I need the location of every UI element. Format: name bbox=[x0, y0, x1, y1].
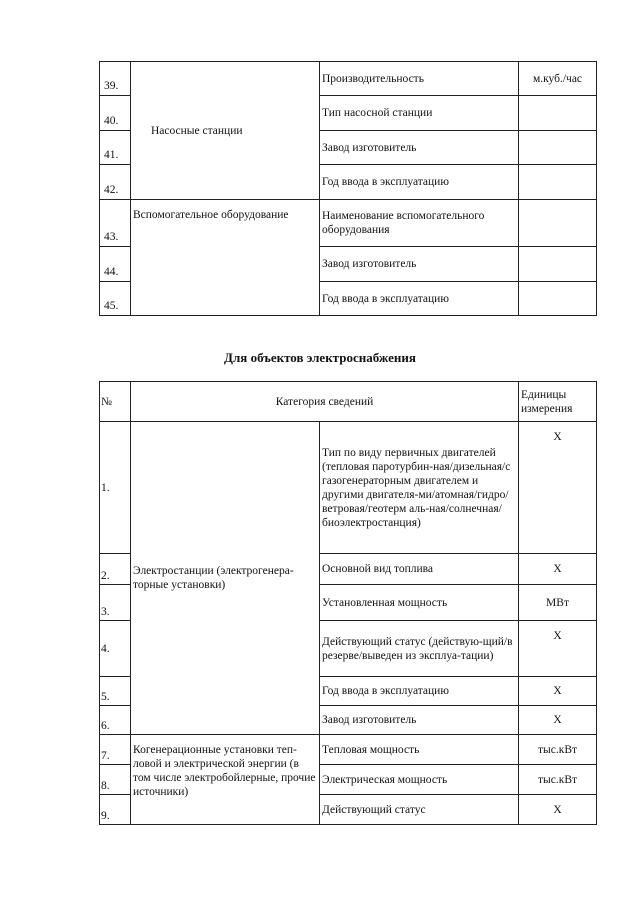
row-number: 6. bbox=[100, 706, 131, 735]
row-number: 9. bbox=[100, 795, 131, 825]
table-row bbox=[100, 735, 597, 765]
row-number: 4. bbox=[100, 621, 131, 677]
row-item: Основной вид топлива bbox=[320, 554, 519, 585]
row-number: 45. bbox=[100, 282, 131, 316]
row-number: 41. bbox=[100, 131, 131, 165]
row-number: 43. bbox=[100, 200, 131, 247]
row-unit: Х bbox=[519, 554, 597, 585]
row-unit: Х bbox=[519, 422, 597, 554]
row-unit: МВт bbox=[519, 585, 597, 621]
row-number: 1. bbox=[100, 422, 131, 554]
row-item: Тепловая мощность bbox=[320, 735, 519, 765]
row-unit: тыс.кВт bbox=[519, 735, 597, 765]
row-unit bbox=[519, 131, 597, 165]
header-category: Категория сведений bbox=[131, 382, 519, 422]
row-unit: Х bbox=[519, 677, 597, 706]
row-item: Тип по виду первичных двигателей (тепловая паротурбин-ная/дизельная/с газогенераторным двигателем и другими двигателя-ми/атомная/гидро/ветровая/геотерм аль-ная/солнечная/биоэлектростанция) bbox=[320, 422, 519, 554]
row-unit: м.куб./час bbox=[519, 62, 597, 96]
row-number: 44. bbox=[100, 247, 131, 282]
table-row bbox=[100, 62, 597, 96]
row-unit: Х bbox=[519, 621, 597, 677]
row-item: Тип насосной станции bbox=[320, 96, 519, 131]
row-item: Завод изготовитель bbox=[320, 247, 519, 282]
row-unit: тыс.кВт bbox=[519, 765, 597, 795]
pump-equipment-table bbox=[99, 61, 597, 316]
row-number: 42. bbox=[100, 165, 131, 200]
section-heading: Для объектов электроснабжения bbox=[224, 350, 416, 365]
header-unit: Единицы измерения bbox=[519, 382, 597, 422]
row-number: 3. bbox=[100, 585, 131, 621]
group-auxiliary-equipment: Вспомогательное оборудование bbox=[131, 200, 320, 316]
row-item: Производительность bbox=[320, 62, 519, 96]
row-number: 2. bbox=[100, 554, 131, 585]
row-item: Установленная мощность bbox=[320, 585, 519, 621]
row-item: Год ввода в эксплуатацию bbox=[320, 282, 519, 316]
row-number: 7. bbox=[100, 735, 131, 765]
row-number: 8. bbox=[100, 765, 131, 795]
row-item: Действующий статус bbox=[320, 795, 519, 825]
group-pump-stations: Насосные станции bbox=[131, 62, 320, 200]
row-number: 39. bbox=[100, 62, 131, 96]
group-power-stations: Электростанции (электрогенера-торные установки) bbox=[131, 422, 320, 735]
row-unit bbox=[519, 247, 597, 282]
header-number: № bbox=[100, 382, 131, 422]
row-item: Завод изготовитель bbox=[320, 131, 519, 165]
row-number: 5. bbox=[100, 677, 131, 706]
row-unit bbox=[519, 165, 597, 200]
row-item: Электрическая мощность bbox=[320, 765, 519, 795]
row-unit: Х bbox=[519, 795, 597, 825]
row-unit bbox=[519, 282, 597, 316]
row-item: Год ввода в эксплуатацию bbox=[320, 165, 519, 200]
table-row bbox=[100, 422, 597, 554]
row-unit: Х bbox=[519, 706, 597, 735]
row-unit bbox=[519, 200, 597, 247]
row-item: Действующий статус (действую-щий/в резерве/выведен из эксплуа-тации) bbox=[320, 621, 519, 677]
row-item: Наименование вспомогательного оборудования bbox=[320, 200, 519, 247]
group-cogeneration: Когенерационные установки теп-ловой и электрической энергии (в том числе электробойлерные, прочие источники) bbox=[131, 735, 320, 825]
row-item: Год ввода в эксплуатацию bbox=[320, 677, 519, 706]
table-row bbox=[100, 200, 597, 247]
row-item: Завод изготовитель bbox=[320, 706, 519, 735]
row-number: 40. bbox=[100, 96, 131, 131]
table-header-row bbox=[100, 382, 597, 422]
row-unit bbox=[519, 96, 597, 131]
power-supply-table bbox=[99, 381, 597, 825]
